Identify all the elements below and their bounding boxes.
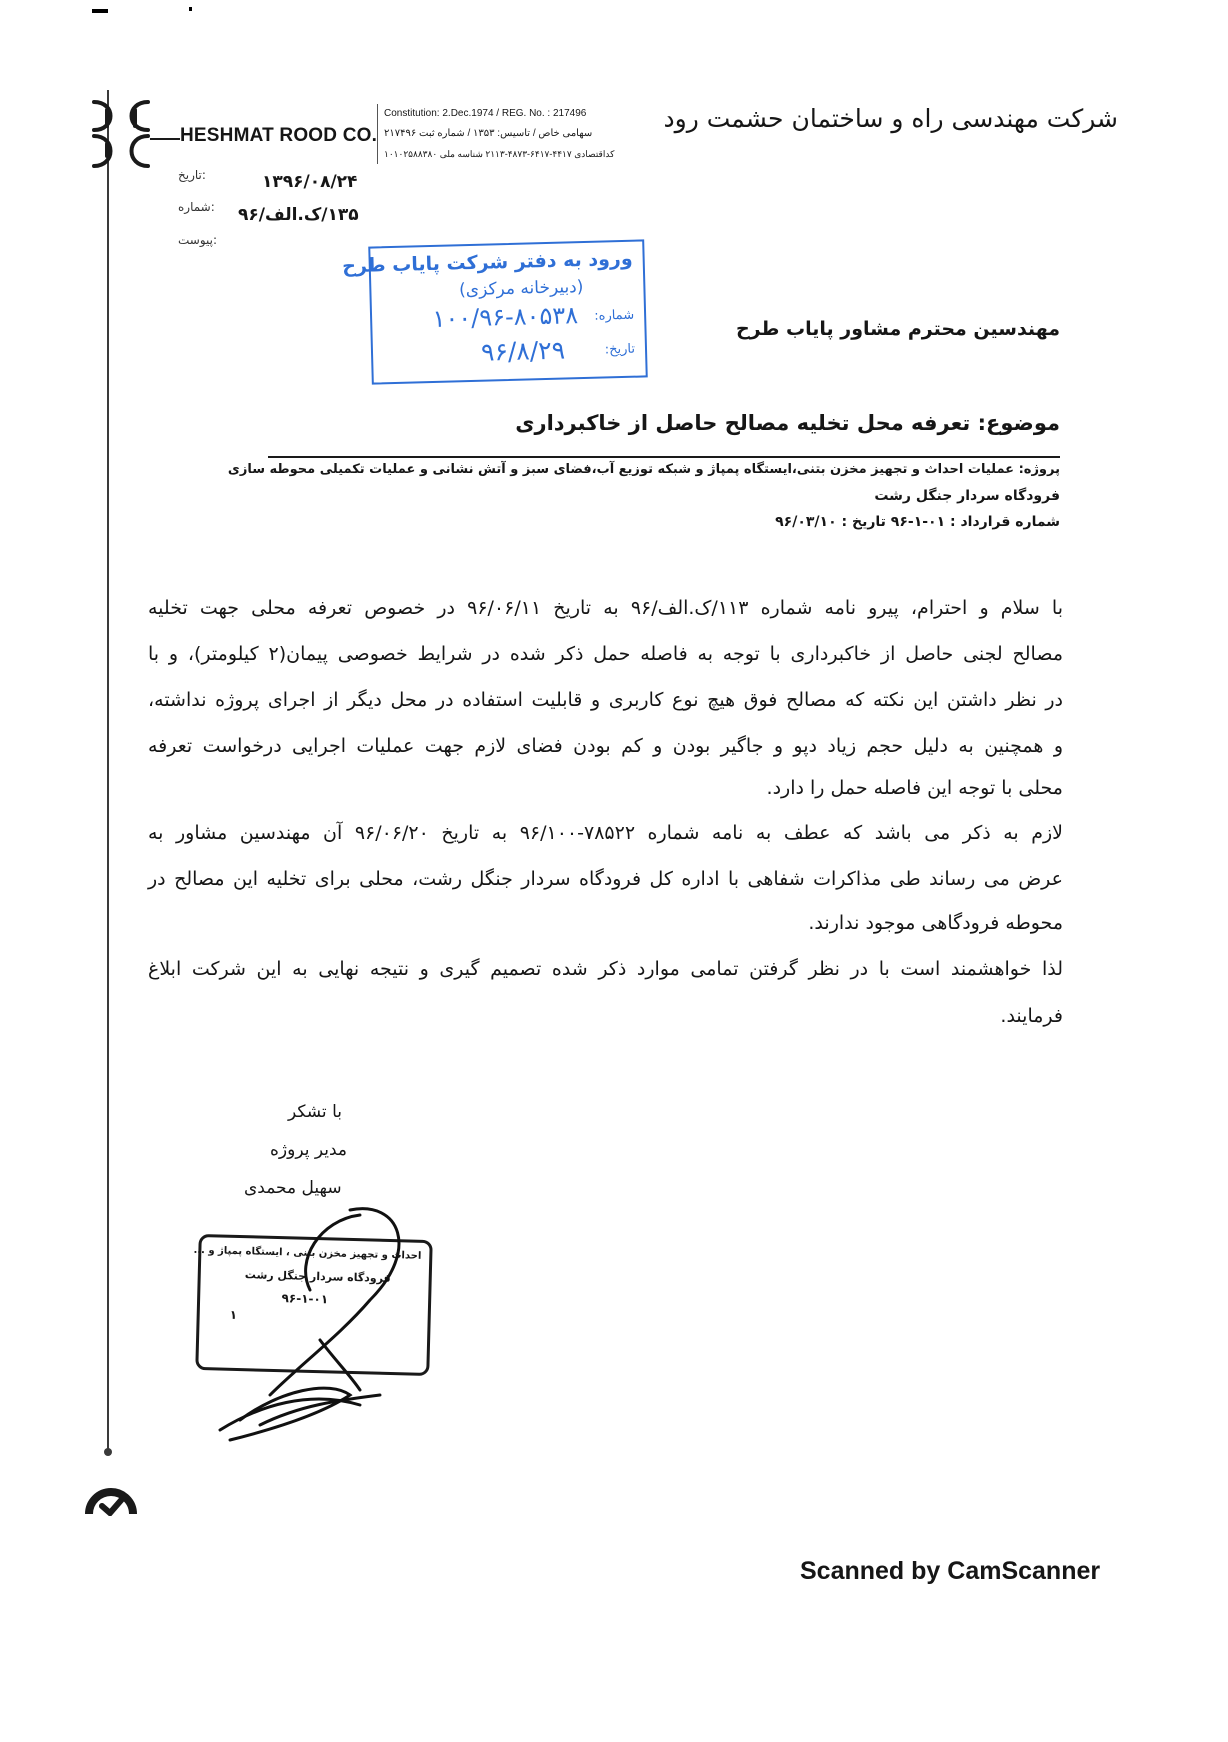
subject: موضوع: تعرفه محل تخلیه مصالح حاصل از خاکبرداری — [515, 411, 1060, 435]
stamp-subtitle: (دبیرخانه مرکزی) — [458, 277, 584, 301]
project-line-2: فرودگاه سردار جنگل رشت — [874, 488, 1060, 504]
company-name-en: HESHMAT ROOD CO. — [180, 125, 378, 146]
body-p2-line: محوطه فرودگاهی موجود ندارند. — [808, 912, 1063, 934]
signature-title: مدیر پروژه — [270, 1140, 347, 1160]
brand-underline — [150, 138, 180, 140]
body-p1-line: و همچنین به دلیل حجم زیاد دپو و جاگیر بودن و کم بودن فضای لازم جهت عملیات اجرایی درخواست تعرفه — [148, 735, 1063, 757]
letterhead-vertical-rule — [107, 90, 109, 1450]
project-stamp-line: ۹۶-۱-۰۱ — [281, 1291, 329, 1307]
registration-line-fa: سهامی خاص / تاسیس: ۱۳۵۳ / شماره ثبت ۲۱۷۴۹۶ — [384, 128, 593, 139]
heshmat-rood-logo-icon — [86, 96, 156, 174]
recipient: مهندسین محترم مشاور پایاب طرح — [735, 318, 1060, 340]
body-p3-line: لذا خواهشمند است با در نظر گرفتن تمامی موارد ذکر شده تصمیم گیری و نتیجه نهایی به این شرکت ابلاغ — [148, 958, 1063, 980]
body-p2-line: عرض می رساند طی مذاکرات شفاهی با اداره کل فرودگاه سردار جنگل رشت، محلی برای تخلیه این مصالح در — [148, 868, 1063, 890]
attachment-label: :پیوست — [178, 233, 218, 247]
camscanner-watermark: Scanned by CamScanner — [800, 1557, 1101, 1585]
body-p1-line: مصالح لجنی حاصل از خاکبرداری با توجه به فاصله حمل ذکر شده در شرایط خصوصی پیمان(۲ کیلومتر)، و با — [148, 643, 1064, 665]
company-name-fa: شرکت مهندسی راه و ساختمان حشمت رود — [663, 104, 1118, 133]
body-p3-line: فرمایند. — [1000, 1005, 1063, 1027]
stamp-title: ورود به دفتر شرکت پایاب طرح — [341, 247, 633, 278]
date-value: ۱۳۹۶/۰۸/۲۴ — [262, 172, 358, 192]
body-p1-line: در نظر داشتن این نکته که مصالح فوق هیچ نوع کاربری و قابلیت استفاده در محل دیگر از اجرای پروژه نداشته، — [148, 689, 1063, 711]
stamp-number-label: شماره: — [594, 307, 635, 324]
stamp-date-label: تاریخ: — [604, 341, 636, 358]
stamp-number-value: ۱۰۰/۹۶-۸۰۵۳۸ — [432, 301, 579, 333]
body-p1-line: با سلام و احترام، پیرو نامه شماره ۱۱۳/ک.الف/۹۶ به تاریخ ۹۶/۰۶/۱۱ در خصوص تعرفه محلی جهت تخلیه — [148, 597, 1063, 619]
receipt-stamp — [341, 239, 648, 384]
project-stamp-line: احداث و تجهیز مخزن بتنی ، ایستگاه پمپاژ و ... — [193, 1244, 422, 1262]
project-stamp-line: فرودگاه سردار جنگل رشت — [244, 1268, 391, 1285]
contract-info: شماره قرارداد : ۰۱-۱-۹۶ تاریخ : ۹۶/۰۳/۱۰ — [775, 514, 1060, 530]
registration-box — [377, 104, 646, 164]
number-value: ۱۳۵/ک.الف/۹۶ — [238, 205, 359, 225]
scan-speck — [189, 7, 192, 11]
date-label: :تاریخ — [178, 168, 206, 182]
registration-line-en: Constitution: 2.Dec.1974 / REG. No. : 217496 — [384, 108, 587, 119]
signature-closing: با تشکر — [288, 1102, 342, 1122]
body-p2-line: لازم به ذکر می باشد که عطف به نامه شماره ۷۸۵۲۲-۹۶/۱۰۰ به تاریخ ۹۶/۰۶/۲۰ آن مهندسین مشاور به — [148, 822, 1063, 844]
signature-name: سهیل محمدی — [244, 1178, 342, 1198]
project-stamp-line: ۱ — [229, 1307, 238, 1322]
number-label: :شماره — [178, 200, 215, 214]
scan-speck — [92, 9, 108, 13]
body-p1-line: محلی با توجه این فاصله حمل را دارد. — [766, 777, 1063, 799]
stamp-date-value: ۹۶/۸/۲۹ — [480, 335, 566, 367]
handwritten-signature — [200, 1190, 440, 1450]
letterhead-vertical-rule-end — [104, 1448, 112, 1456]
economic-code-line: کداقتصادی ۴۴۱۷-۶۴۱۷-۴۸۷۳-۲۱۱۳ شناسه ملی ۱۰۱۰۲۵۸۸۳۸۰ — [384, 149, 615, 159]
project-line-1: پروژه: عملیات احداث و تجهیز مخزن بتنی،ایستگاه پمپاژ و شبکه توزیع آب،فضای سبز و آتش نشانی و عملیات تکمیلی محوطه سازی — [227, 462, 1060, 477]
camscanner-icon — [83, 1482, 139, 1516]
